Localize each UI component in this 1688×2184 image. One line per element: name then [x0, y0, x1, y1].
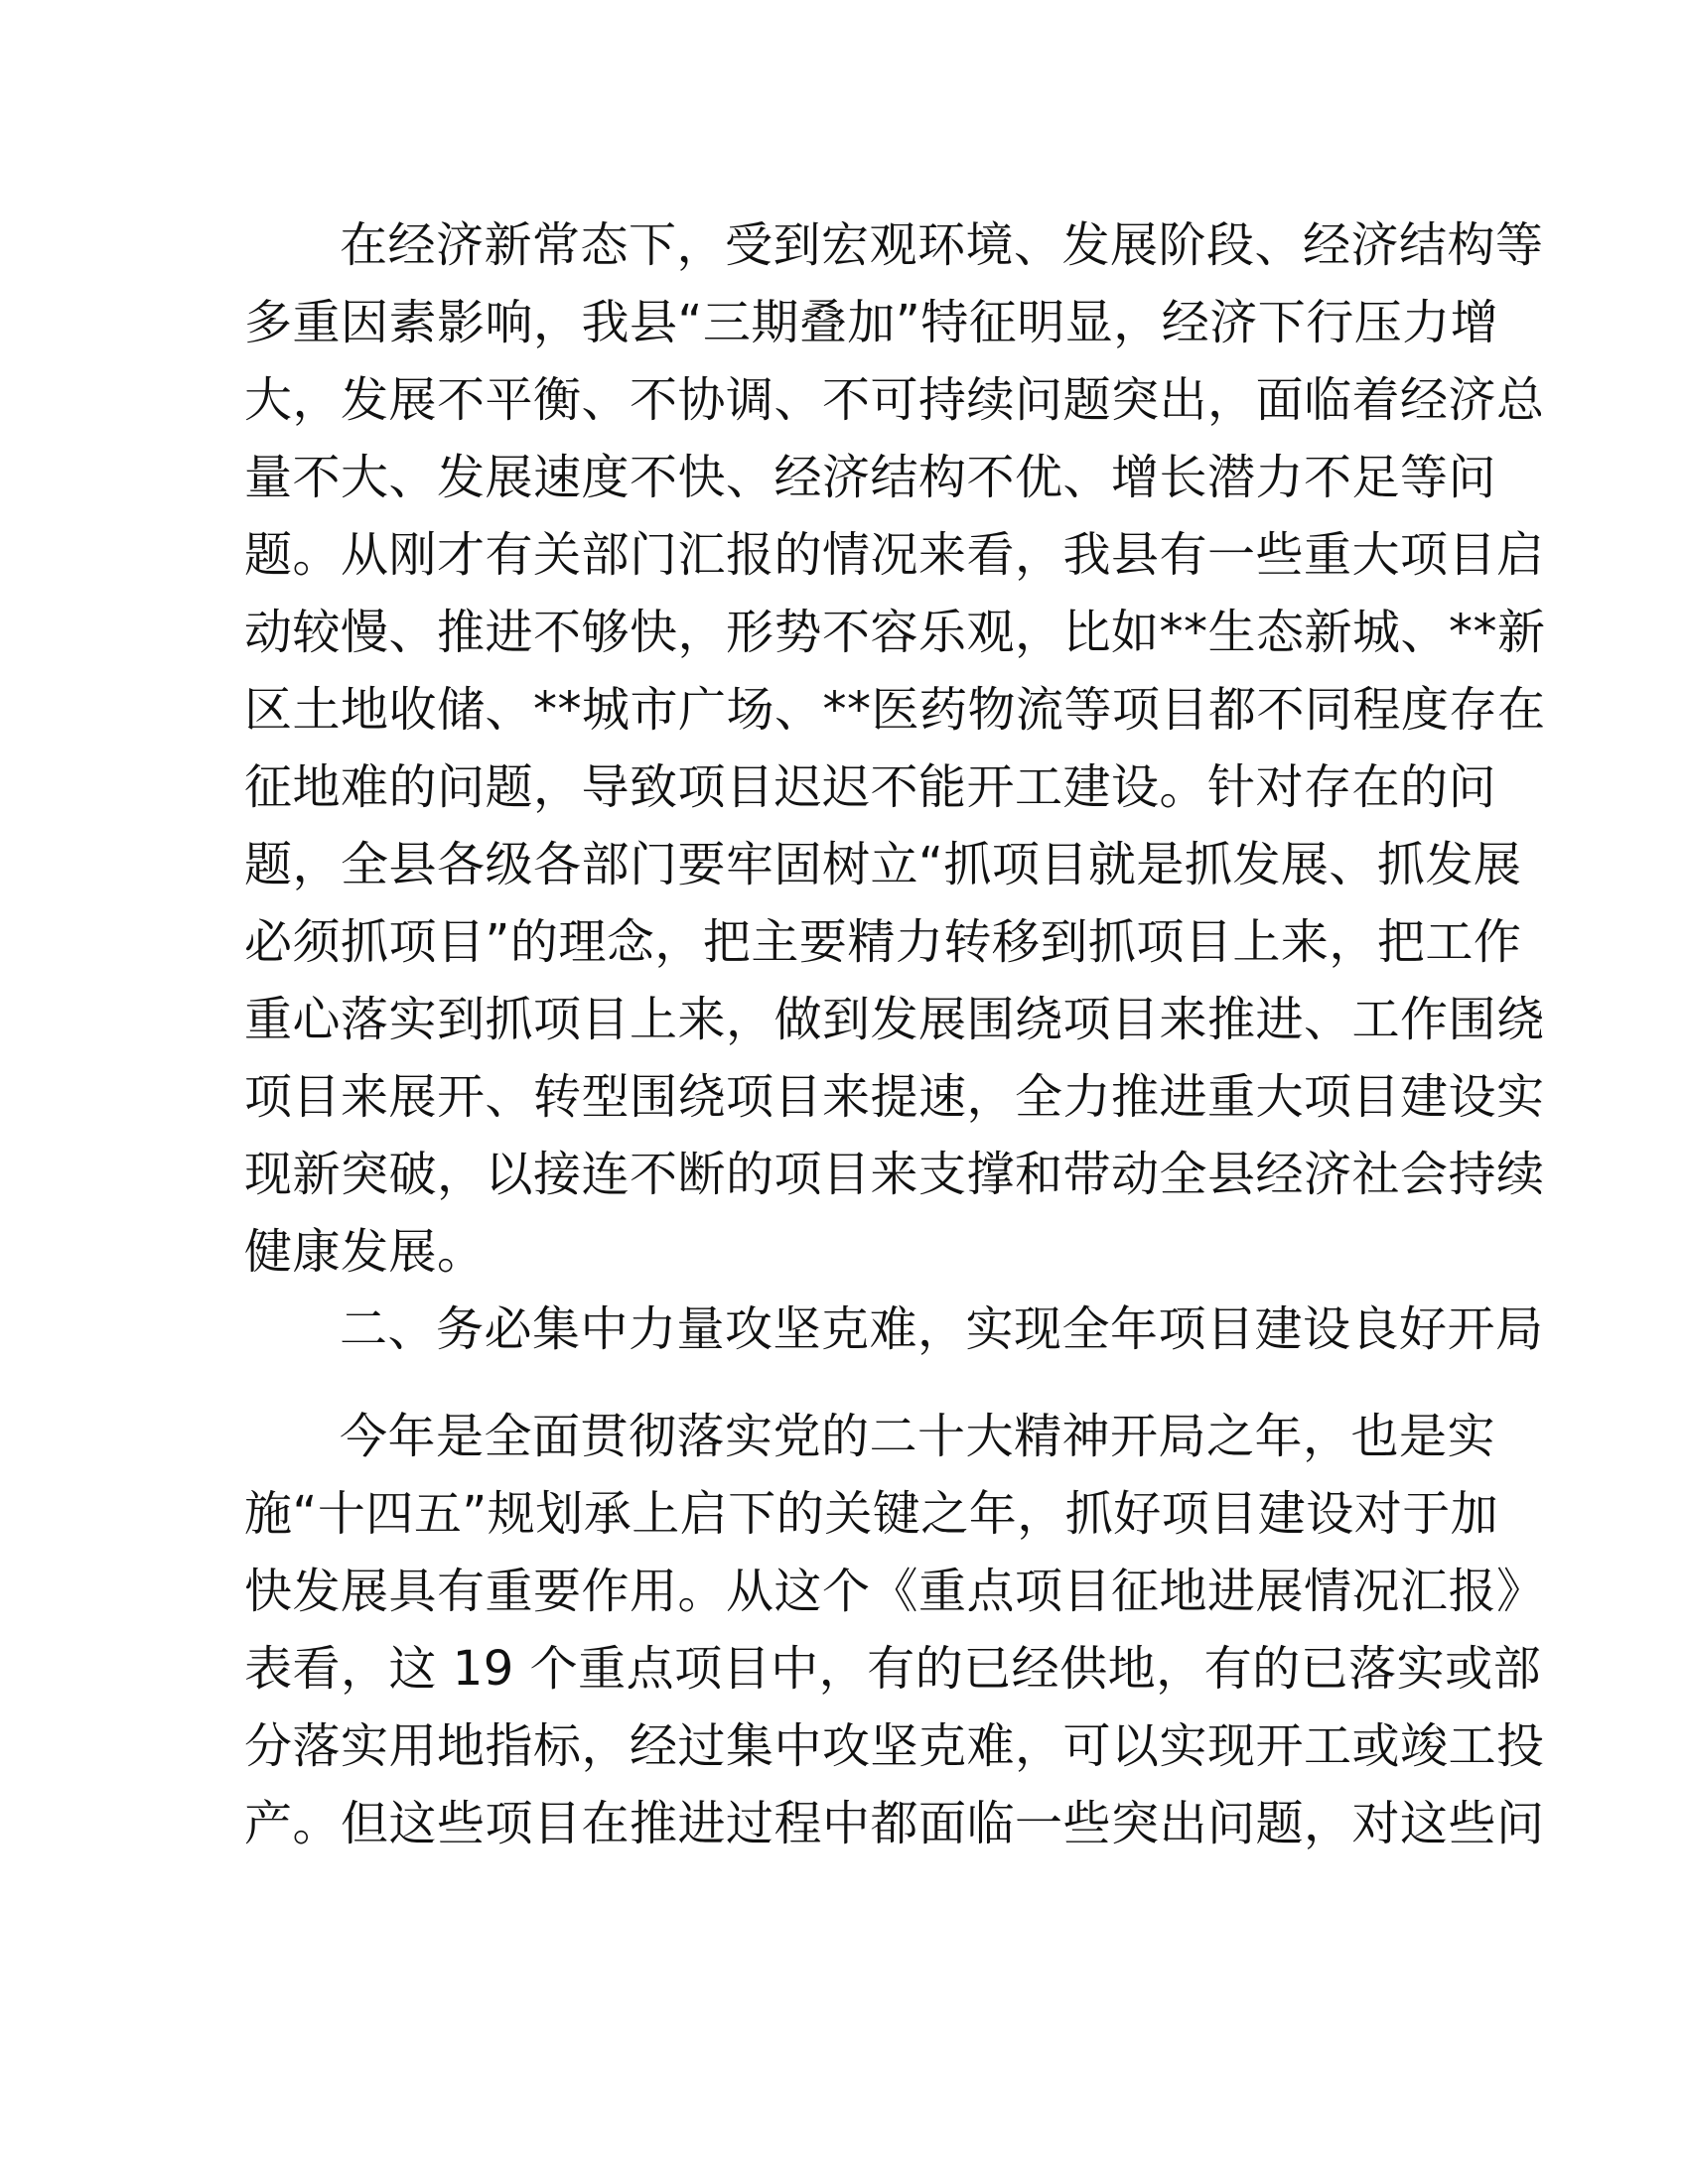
paragraph-line: 表看，这 19 个重点项目中，有的已经供地，有的已落实或部	[244, 1641, 1542, 1697]
paragraph-line: 项目来展开、转型围绕项目来提速，全力推进重大项目建设实	[244, 1069, 1545, 1125]
paragraph-line: 快发展具有重要作用。从这个《重点项目征地进展情况汇报》	[244, 1564, 1545, 1619]
paragraph-line: 征地难的问题，导致项目迟迟不能开工建设。针对存在的问	[244, 759, 1497, 815]
paragraph-line: 量不大、发展速度不快、经济结构不优、增长潜力不足等问	[244, 450, 1497, 505]
paragraph-line: 分落实用地指标，经过集中攻坚克难，可以实现开工或竣工投	[244, 1718, 1545, 1774]
section-heading	[244, 1291, 1544, 1368]
paragraph-line: 动较慢、推进不够快，形势不容乐观，比如**生态新城、**新	[244, 605, 1546, 660]
paragraph-line: 施“十四五”规划承上启下的关键之年，抓好项目建设对于加	[244, 1486, 1499, 1542]
paragraph-line: 区土地收储、**城市广场、**医药物流等项目都不同程度存在	[244, 682, 1546, 738]
paragraph-project-progress	[244, 1398, 1545, 1862]
paragraph-line: 题，全县各级各部门要牢固树立“抓项目就是抓发展、抓发展	[244, 837, 1522, 892]
paragraph-line: 产。但这些项目在推进过程中都面临一些突出问题，对这些问	[244, 1796, 1545, 1851]
section-heading-text: 二、务必集中力量攻坚克难，实现全年项目建设良好开局	[340, 1301, 1544, 1357]
paragraph-line: 重心落实到抓项目上来，做到发展围绕项目来推进、工作围绕	[244, 992, 1545, 1047]
paragraph-line: 大，发展不平衡、不协调、不可持续问题突出，面临着经济总	[244, 372, 1545, 428]
paragraph-economic-situation	[244, 206, 1546, 1291]
paragraph-line: 多重因素影响，我县“三期叠加”特征明显，经济下行压力增	[244, 295, 1499, 350]
paragraph-line: 题。从刚才有关部门汇报的情况来看，我县有一些重大项目启	[244, 527, 1545, 583]
paragraph-line: 现新突破，以接连不断的项目来支撑和带动全县经济社会持续	[244, 1147, 1545, 1202]
paragraph-line: 今年是全面贯彻落实党的二十大精神开局之年，也是实	[340, 1409, 1496, 1464]
paragraph-line: 健康发展。	[244, 1224, 486, 1280]
paragraph-line: 必须抓项目”的理念，把主要精力转移到抓项目上来，把工作	[244, 914, 1522, 970]
paragraph-line: 在经济新常态下，受到宏观环境、发展阶段、经济结构等	[340, 217, 1544, 273]
